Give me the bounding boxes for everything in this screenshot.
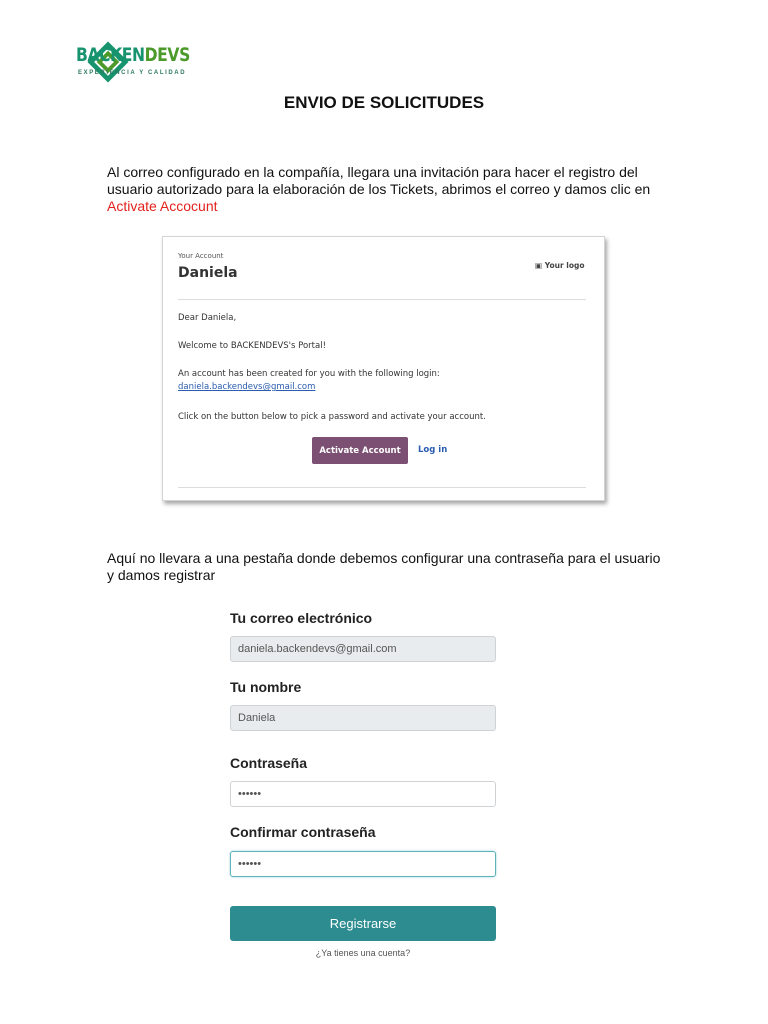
brand-name-part2: DEVS <box>144 44 190 66</box>
document-title: ENVIO DE SOLICITUDES <box>283 93 485 112</box>
activate-highlight: Activate Accocunt <box>107 198 218 214</box>
password-field-label: Contraseña <box>230 755 308 771</box>
email-instruction: Click on the button below to pick a password and activate your account. <box>178 412 486 422</box>
login-link[interactable]: Log in <box>418 445 448 455</box>
have-account-link[interactable]: ¿Ya tienes una cuenta? <box>315 948 411 958</box>
brand-tagline: EXPERIENCIA Y CALIDAD <box>78 70 187 76</box>
login-email-link[interactable]: daniela.backendevs@gmail.com <box>178 382 316 392</box>
image-icon: ▣ <box>535 261 545 270</box>
intro-text: Al correo configurado en la compañía, llegara una invitación para hacer el registro del usuario autorizado para la elaboración de los Tickets, abrimos el correo y damos clic en <box>107 164 651 197</box>
activate-account-button[interactable]: Activate Account <box>312 437 408 464</box>
email-greeting: Dear Daniela, <box>178 313 237 323</box>
your-logo-placeholder <box>535 261 585 270</box>
password-instruction-paragraph: Aquí no llevara a una pestaña donde debemos configurar una contraseña para el usuario y damos registrar <box>107 550 661 583</box>
email-field[interactable] <box>230 636 496 662</box>
card-divider-bottom <box>178 487 586 488</box>
register-button[interactable]: Registrarse <box>230 906 496 941</box>
account-name: Daniela <box>178 265 238 281</box>
brand-name <box>76 44 190 66</box>
account-label: Your Account <box>178 252 224 260</box>
name-field[interactable] <box>230 705 496 731</box>
email-welcome: Welcome to BACKENDEVS's Portal! <box>178 341 326 351</box>
your-logo-label: Your logo <box>544 261 585 270</box>
email-account-created: An account has been created for you with the following login: <box>178 369 440 379</box>
card-divider-top <box>178 299 586 300</box>
confirm-password-field[interactable] <box>230 851 496 877</box>
brand-name-part1: BACKEN <box>76 44 145 66</box>
name-field-label: Tu nombre <box>230 679 302 695</box>
email-preview-card <box>162 236 605 501</box>
intro-paragraph <box>107 164 667 215</box>
confirm-password-label: Confirmar contraseña <box>230 824 376 840</box>
password-field[interactable] <box>230 781 496 807</box>
email-field-label: Tu correo electrónico <box>230 610 373 626</box>
